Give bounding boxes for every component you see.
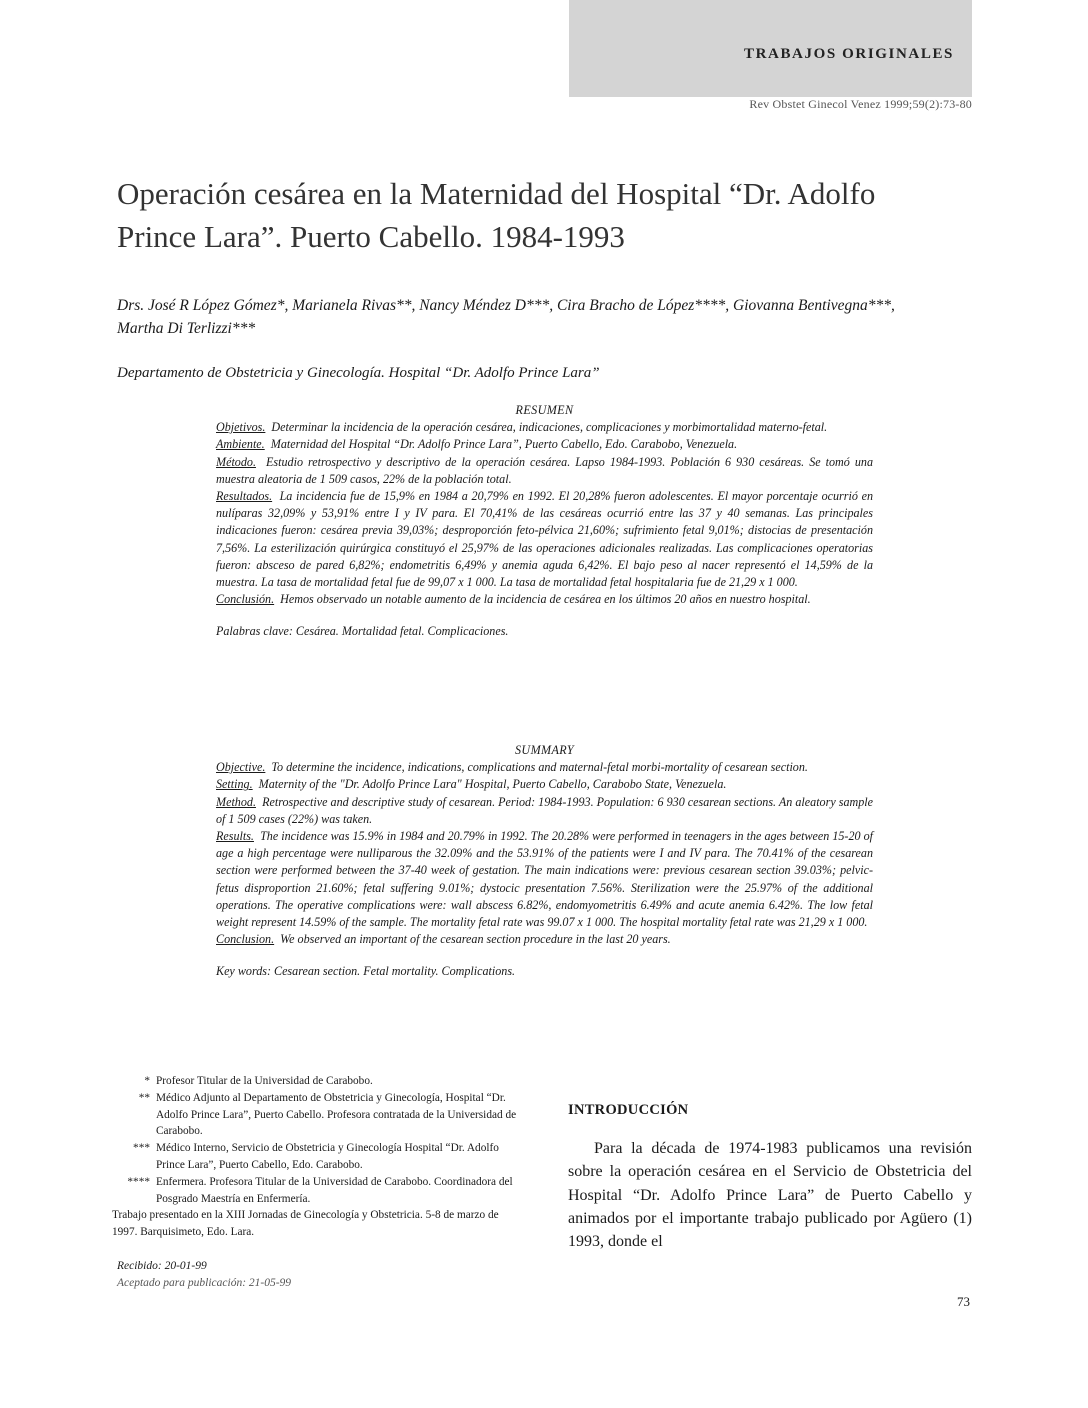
article-title: Operación cesárea en la Maternidad del Hospital “Dr. Adolfo Prince Lara”. Puerto Cabello. 1984-1993 bbox=[117, 176, 876, 254]
footnote bbox=[112, 1174, 522, 1208]
footnote bbox=[112, 1073, 522, 1090]
abstract-text: Hemos observado un notable aumento de la incidencia de cesárea en los últimos 20 años en nuestro hospital. bbox=[280, 592, 811, 607]
section-banner bbox=[569, 0, 972, 97]
received-date: Recibido: 20-01-99 bbox=[117, 1260, 207, 1272]
summary-label: Setting. bbox=[216, 777, 253, 792]
presentation-note: Trabajo presentado en la XIII Jornadas de Ginecología y Obstetricia. 5-8 de marzo de 1997. Barquisimeto, Edo. Lara. bbox=[112, 1209, 499, 1239]
received-dates bbox=[117, 1258, 517, 1292]
footnote-mark: ** bbox=[138, 1091, 150, 1104]
footnote bbox=[112, 1090, 522, 1140]
abstract-label: Objetivos. bbox=[216, 420, 266, 435]
summary-text: Retrospective and descriptive study of cesarean. Period: 1984-1993. Population: 6 930 cesarean sections. An aleatory sample of 1 509 cases (22%) was taken. bbox=[216, 794, 874, 826]
introduction-body: Para la década de 1974-1983 publicamos una revisión sobre la operación cesárea en el Servicio de Obstetricia del Hospital “Dr. Adolfo Prince Lara” de Puerto Cabello y animados por el importante trabajo publicado por Agüero (1) 1993, donde el bbox=[568, 1140, 972, 1251]
abstract-label: Ambiente. bbox=[216, 437, 265, 452]
footnote-mark: * bbox=[144, 1075, 150, 1087]
summary-label: Conclusion. bbox=[216, 932, 275, 947]
summary-objective bbox=[216, 759, 873, 776]
abstract-label: Método. bbox=[216, 454, 256, 469]
footnote bbox=[112, 1140, 522, 1174]
footnote-mark: *** bbox=[133, 1142, 150, 1155]
footnotes bbox=[112, 1073, 522, 1241]
summary-text: To determine the incidence, indications, complications and maternal-fetal morbi-mortality of cesarean section. bbox=[271, 760, 808, 775]
summary-text: The incidence was 15.9% in 1984 and 20.79% in 1992. The 20.28% were performed in teenagers in the ages between 15-20 of age a high percentage were nulliparous the 32.09% and the 53.91% of the patients were I and IV para. The 70.41% of the cesarean section were performed between the 37-40 week of gestation. The main indications were: previous cesarean section 39.03%; pelvic-fetus disproportion 21.60%; fetal suffering 9.01%; dystocic presentation 7.56%. Sterilization were the 25.97% of the additional operations. The operative complications were: wall abscess 6.82%, endomyometritis 6.49% and acute anemia 6.42%. The low fetal weight represent 14.59% of the sample. The mortality fetal rate was 99.07 x 1 000. The hospital mortality fetal rate was 21,29 x 1 000. bbox=[216, 829, 873, 930]
summary-conclusion bbox=[216, 931, 873, 948]
summary-text: Maternity of the "Dr. Adolfo Prince Lara" Hospital, Puerto Cabello, Carabobo State, Venezuela. bbox=[258, 777, 727, 792]
abstract-label: Conclusión. bbox=[216, 592, 275, 607]
affiliation: Departamento de Obstetricia y Ginecología. Hospital “Dr. Adolfo Prince Lara” bbox=[117, 365, 600, 381]
accepted-date: Aceptado para publicación: 21-05-99 bbox=[117, 1277, 292, 1289]
summary-method bbox=[216, 794, 873, 828]
footnote-text: Enfermera. Profesora Titular de la Universidad de Carabobo. Coordinadora del Posgrado Maestría en Enfermería. bbox=[156, 1175, 513, 1205]
page-number: 73 bbox=[957, 1294, 970, 1309]
abstract-text: Maternidad del Hospital “Dr. Adolfo Prince Lara”, Puerto Cabello, Edo. Carabobo, Venezuela. bbox=[270, 437, 738, 452]
journal-citation: Rev Obstet Ginecol Venez 1999;59(2):73-80 bbox=[749, 97, 972, 111]
abstract-objectives bbox=[216, 419, 873, 436]
summary-setting bbox=[216, 776, 873, 793]
summary-label: Method. bbox=[216, 794, 256, 809]
summary-label: Objective. bbox=[216, 760, 266, 775]
abstract-text: Determinar la incidencia de la operación cesárea, indicaciones, complicaciones y morbimortalidad materno-fetal. bbox=[271, 420, 828, 435]
introduction-heading: INTRODUCCIÓN bbox=[568, 1102, 689, 1118]
abstract-setting bbox=[216, 436, 873, 453]
summary-heading: SUMMARY bbox=[514, 743, 574, 757]
abstract-label: Resultados. bbox=[216, 489, 273, 504]
footnote-text: Médico Interno, Servicio de Obstetricia y Ginecología Hospital “Dr. Adolfo Prince Lara”, Puerto Cabello, Edo. Carabobo. bbox=[156, 1142, 499, 1171]
summary-label: Results. bbox=[216, 829, 254, 844]
abstract-method bbox=[216, 454, 873, 488]
abstract-english bbox=[216, 742, 873, 981]
summary-text: We observed an important of the cesarean section procedure in the last 20 years. bbox=[280, 932, 671, 947]
keywords-english: Key words: Cesarean section. Fetal mortality. Complications. bbox=[216, 964, 516, 979]
abstract-conclusion bbox=[216, 591, 873, 608]
footnote-mark: **** bbox=[127, 1175, 150, 1188]
abstract-results bbox=[216, 488, 873, 591]
footnote-text: Profesor Titular de la Universidad de Carabobo. bbox=[156, 1075, 373, 1087]
summary-results bbox=[216, 828, 873, 931]
abstract-heading: RESUMEN bbox=[515, 403, 574, 417]
author-list: Drs. José R López Gómez*, Marianela Rivas**, Nancy Méndez D***, Cira Bracho de López****, Giovanna Bentivegna***, Martha Di Terlizzi*** bbox=[117, 297, 895, 337]
keywords-spanish: Palabras clave: Cesárea. Mortalidad fetal. Complicaciones. bbox=[216, 624, 509, 639]
abstract-spanish bbox=[216, 402, 873, 641]
footnote-text: Médico Adjunto al Departamento de Obstetricia y Ginecología, Hospital “Dr. Adolfo Prince Lara”, Puerto Cabello. Profesora contratada de la Universidad de Carabobo. bbox=[156, 1091, 517, 1138]
abstract-text: La incidencia fue de 15,9% en 1984 a 20,79% en 1992. El 20,28% fueron adolescentes. El mayor porcentaje ocurrió en nulíparas 32,09% y 53,91% entre I y IV para. El 70,41% de las cesáreas ocurrió entre las 37 y 40 semanas. Las principales indicaciones fueron: cesárea previa 39,03%; desproporción feto-pélvica 21,60%; sufrimiento fetal 9,01%; distocias de presentación 7,56%. La esterilización quirúrgica constituyó el 25,97% de las operaciones adicionales realizadas. Las complicaciones operatorias fueron: absceso de pared 6,82%; endometritis 6,49% y anemia aguda 6,42%. El bajo peso al nacer representó el 14,59% de la muestra. La tasa de mortalidad fetal fue de 99,07 x 1 000. La tasa de mortalidad fetal hospitalaria fue de 21,29 x 1 000. bbox=[216, 489, 873, 590]
abstract-text: Estudio retrospectivo y descriptivo de la operación cesárea. Lapso 1984-1993. Población 6 930 cesáreas. Se tomó una muestra aleatoria de 1 509 casos, 22% de la población total. bbox=[216, 454, 874, 486]
section-label: TRABAJOS ORIGINALES bbox=[743, 46, 954, 62]
